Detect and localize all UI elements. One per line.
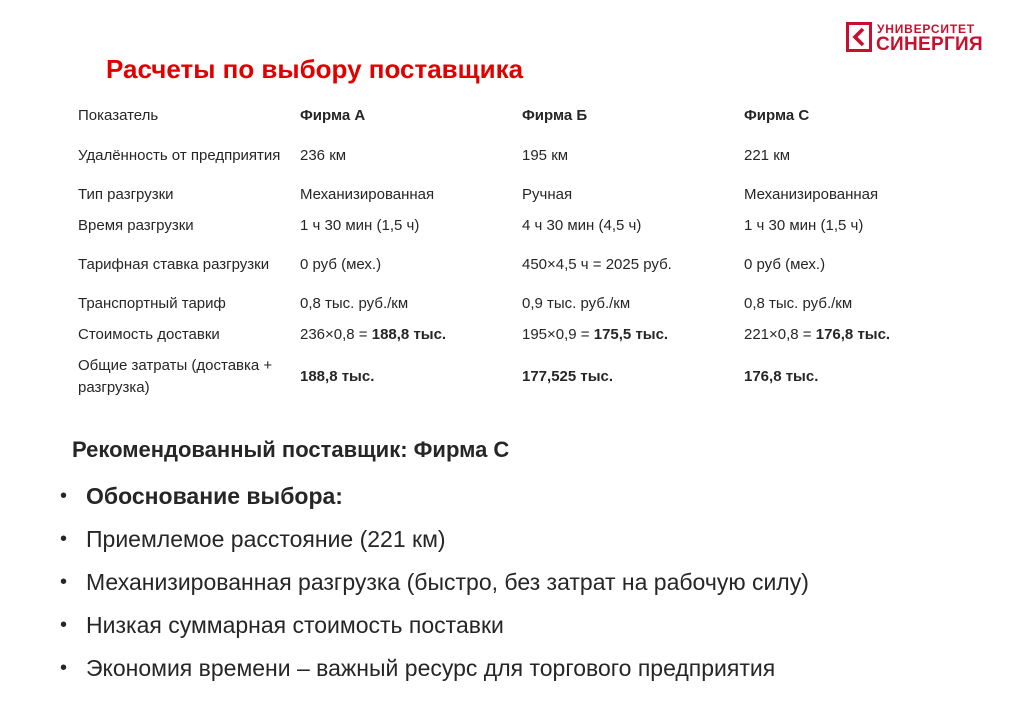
- cell-firm-b: 0,9 тыс. руб./км: [522, 294, 631, 312]
- row-label: Общие затраты (доставка + разгрузка): [78, 356, 273, 396]
- list-item: [56, 607, 809, 650]
- cell-firm-a: [292, 319, 514, 350]
- synergy-logo-icon: [846, 22, 872, 52]
- list-item-text: Механизированная разгрузка (быстро, без затрат на рабочую силу): [86, 569, 809, 595]
- cell-firm-b: 177,525 тыс.: [522, 367, 614, 385]
- row-label: Тип разгрузки: [78, 185, 174, 203]
- table-row: [70, 210, 958, 241]
- calc-expression: 236×0,8 =: [300, 325, 372, 343]
- row-label: Удалённость от предприятия: [78, 146, 281, 164]
- logo-text-synergy: СИНЕРГИЯ: [876, 34, 983, 55]
- table-row: [70, 132, 958, 179]
- list-item: [56, 650, 809, 693]
- cell-firm-b: 450×4,5 ч = 2025 руб.: [522, 255, 672, 273]
- cell-firm-b: Ручная: [522, 185, 573, 203]
- table-row: [70, 241, 958, 288]
- calc-result: 175,5 тыс.: [593, 325, 669, 343]
- table-row: [70, 179, 958, 210]
- cell-firm-c: 1 ч 30 мин (1,5 ч): [744, 216, 864, 234]
- list-item-text: Низкая суммарная стоимость поставки: [86, 612, 504, 638]
- justification-list: [56, 478, 809, 693]
- bullet-glyph: •: [60, 485, 68, 507]
- list-item: [56, 478, 809, 521]
- cell-firm-c: 0,8 тыс. руб./км: [744, 294, 853, 312]
- calc-result: 176,8 тыс.: [815, 325, 891, 343]
- recommendation-heading: Рекомендованный поставщик: Фирма С: [72, 437, 510, 462]
- bullet-glyph: •: [60, 614, 68, 636]
- table-row: [70, 288, 958, 319]
- cell-firm-a: 236 км: [300, 146, 347, 164]
- header-indicator: Показатель: [78, 107, 159, 124]
- header-firm-a: Фирма А: [300, 107, 366, 124]
- calc-expression: 195×0,9 =: [522, 325, 594, 343]
- bullet-glyph: •: [60, 657, 68, 679]
- cell-firm-a: 1 ч 30 мин (1,5 ч): [300, 216, 420, 234]
- bullet-glyph: •: [60, 571, 68, 593]
- header-firm-b: Фирма Б: [522, 107, 588, 124]
- list-item: [56, 564, 809, 607]
- supplier-comparison-table: [70, 100, 958, 403]
- cell-firm-b: 195 км: [522, 146, 569, 164]
- table-header-row: [70, 100, 958, 132]
- cell-firm-a: 0 руб (мех.): [300, 255, 382, 273]
- cell-firm-b: [514, 319, 736, 350]
- list-item: [56, 521, 809, 564]
- row-label: Тарифная ставка разгрузки: [78, 255, 270, 273]
- bullet-glyph: •: [60, 528, 68, 550]
- header-firm-c: Фирма С: [744, 107, 810, 124]
- table-row: [70, 350, 958, 403]
- calc-expression: 221×0,8 =: [744, 325, 816, 343]
- list-item-text: Приемлемое расстояние (221 км): [86, 526, 446, 552]
- cell-firm-a: 188,8 тыс.: [300, 367, 375, 385]
- row-label: Время разгрузки: [78, 216, 194, 234]
- row-label: Транспортный тариф: [78, 294, 226, 312]
- table-row: [70, 319, 958, 350]
- logo-text-university: УНИВЕРСИТЕТ: [877, 22, 975, 36]
- list-item-text: Обоснование выбора:: [86, 483, 343, 509]
- cell-firm-c: 176,8 тыс.: [744, 367, 819, 385]
- cell-firm-b: 4 ч 30 мин (4,5 ч): [522, 216, 642, 234]
- cell-firm-c: 0 руб (мех.): [744, 255, 826, 273]
- calc-result: 188,8 тыс.: [371, 325, 447, 343]
- cell-firm-c: [736, 319, 958, 350]
- cell-firm-a: 0,8 тыс. руб./км: [300, 294, 409, 312]
- cell-firm-a: Механизированная: [300, 185, 435, 203]
- list-item-text: Экономия времени – важный ресурс для торгового предприятия: [86, 655, 776, 681]
- row-label: Стоимость доставки: [78, 325, 220, 343]
- cell-firm-c: Механизированная: [744, 185, 879, 203]
- page-title: Расчеты по выбору поставщика: [106, 54, 524, 84]
- cell-firm-c: 221 км: [744, 146, 791, 164]
